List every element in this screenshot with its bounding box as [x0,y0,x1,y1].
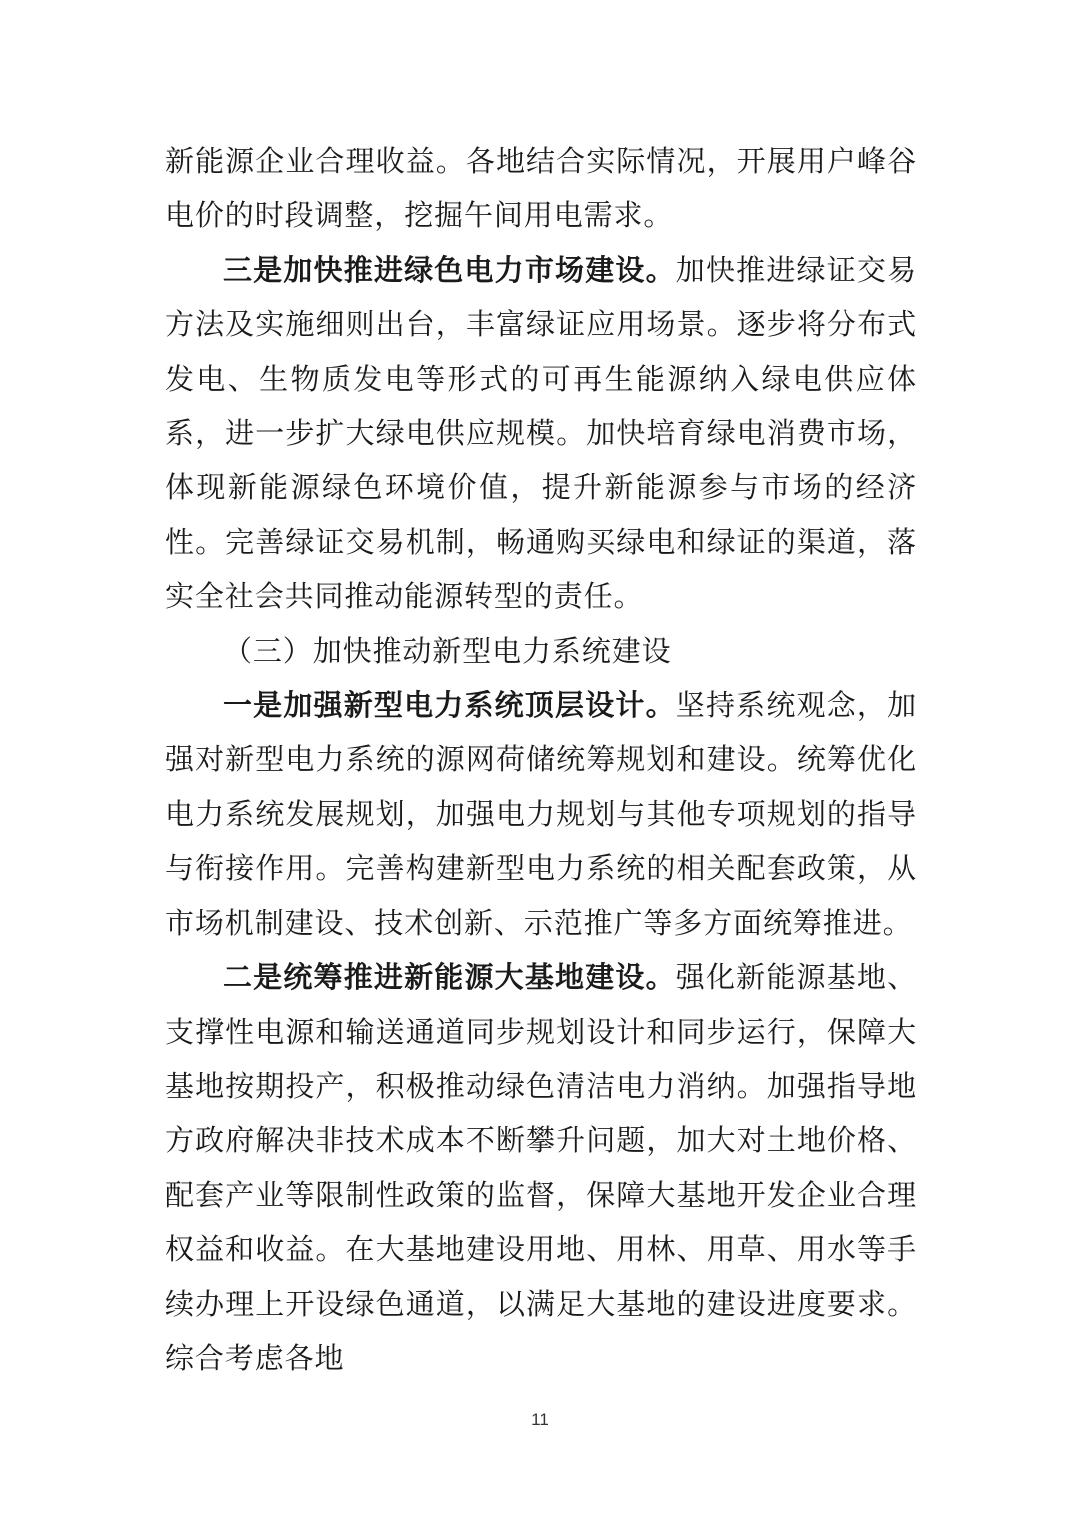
section-heading [165,624,917,678]
paragraph-text: 新能源企业合理收益。各地结合实际情况，开展用户峰谷电价的时段调整，挖掘午间用电需求。 [165,144,917,233]
paragraph-text: 强化新能源基地、支撑性电源和输送通道同步规划设计和同步运行，保障大基地按期投产，积极推动绿色清洁电力消纳。加强指导地方政府解决非技术成本不断攀升问题，加大对土地价格、配套产业等限制性政策的监督，保障大基地开发企业合理权益和收益。在大基地建设用地、用林、用草、用水等手续办理上开设绿色通道，以满足大基地的建设进度要求。综合考虑各地 [165,960,917,1375]
paragraph-lead: 二是统筹推进新能源大基地建设。 [223,960,676,995]
paragraph-text: 坚持系统观念，加强对新型电力系统的源网荷储统筹规划和建设。统筹优化电力系统发展规划，加强电力规划与其他专项规划的指导与衔接作用。完善构建新型电力系统的相关配套政策，从市场机制建设、技术创新、示范推广等多方面统筹推进。 [165,688,917,940]
paragraph-text: 加快推进绿证交易方法及实施细则出台，丰富绿证应用场景。逐步将分布式发电、生物质发电等形式的可再生能源纳入绿电供应体系，进一步扩大绿电供应规模。加快培育绿电消费市场，体现新能源绿色环境价值，提升新能源参与市场的经济性。完善绿证交易机制，畅通购买绿电和绿证的渠道，落实全社会共同推动能源转型的责任。 [165,252,917,614]
document-body [165,134,917,1385]
paragraph-green-power-market [165,243,917,624]
paragraph-top-level-design [165,678,917,950]
paragraph-lead: 三是加快推进绿色电力市场建设。 [223,252,676,287]
paragraph-lead: 一是加强新型电力系统顶层设计。 [223,688,676,723]
paragraph-continued [165,134,917,243]
page-number: 11 [531,1410,549,1429]
section-heading-text: （三）加快推动新型电力系统建设 [223,633,672,668]
paragraph-large-bases [165,950,917,1385]
